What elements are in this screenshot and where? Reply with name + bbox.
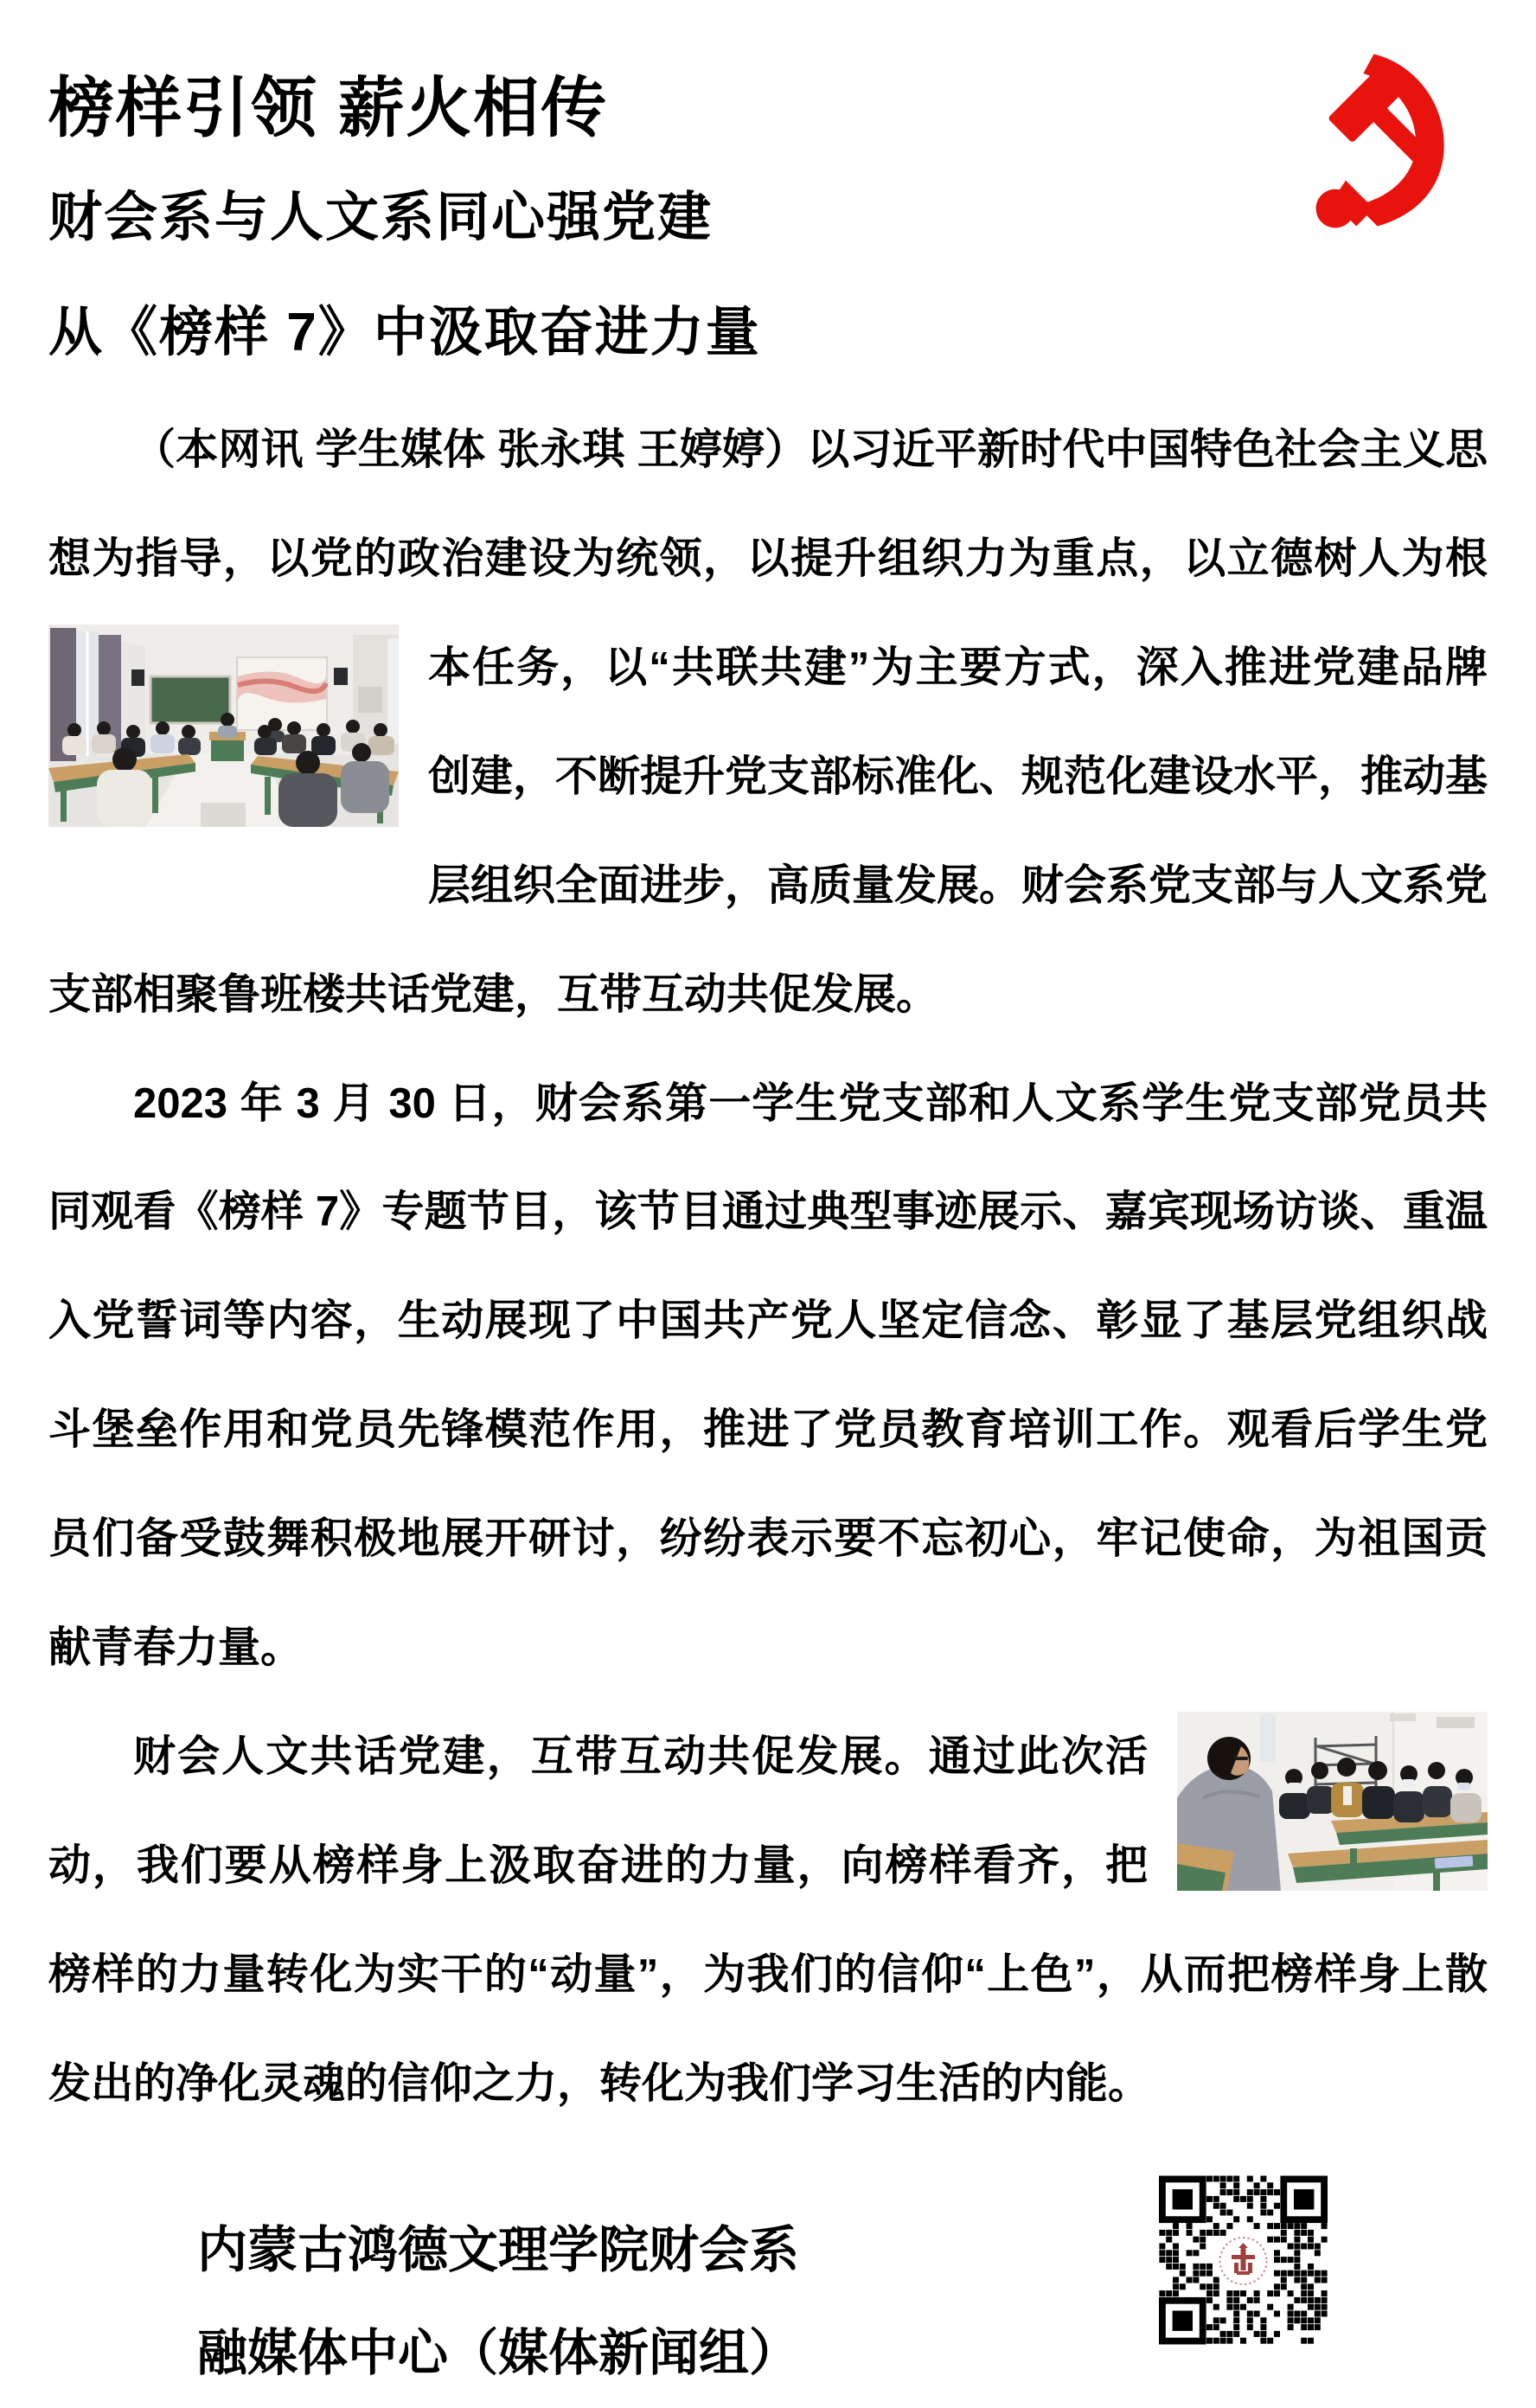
footer <box>48 2200 948 2405</box>
qr-code <box>1159 2174 1328 2347</box>
classroom-photo-1 <box>48 624 399 827</box>
footer-line-2: 融媒体中心（媒体新闻组） <box>196 2324 799 2381</box>
hammer-sickle-shape <box>1316 54 1457 228</box>
classroom-photo-2 <box>1177 1712 1488 1891</box>
cpc-emblem-icon <box>1286 50 1462 234</box>
paragraph-1-lead: （本网讯 学生媒体 张永琪 王婷婷）以习近平新时代中国特色社会主义思想为指导，以党的政治建设为统领，以提升组织力为重点，以立德树人为根本 <box>48 426 1488 691</box>
paragraph-2: 2023 年 3 月 30 日，财会系第一学生党支部和人文系学生党支部党员共同观看《榜样 7》专题节目，该节目通过典型事迹展示、嘉宾现场访谈、重温入党誓词等内容，生动展现了中国共产党人坚定信念、彰显了基层党组织战斗堡垒作用和党员先锋模范作用，推进了党员教育培训工作。观看后学生党员们备受鼓舞积极地展开研讨，纷纷表示要不忘初心，牢记使命，为祖国贡献青春力量。 <box>48 1079 1488 1672</box>
paragraph-1 <box>48 396 1488 1050</box>
paragraph-1-rest: 任务，以“共联共建”为主要方式，深入推进党建品牌创建，不断提升党支部标准化、规范化建设水平，推动基层组织全面进步，高质量发展。财会系党支部与人文系党支部相聚鲁班楼共话党建，互带互动共促发展。 <box>48 644 1488 1018</box>
paragraph-3 <box>48 1703 1488 2139</box>
main-title: 榜样引领 薪火相传 <box>48 72 609 145</box>
footer-line-1: 内蒙古鸿德文理学院财会系 <box>196 2221 799 2278</box>
sub-title-2: 从《榜样 7》中汲取奋进力量 <box>48 302 761 362</box>
sub-title-1: 财会系与人文系同心强党建 <box>48 188 714 248</box>
paragraph-3-text: 财会人文共话党建，互带互动共促发展。通过此次活动，我们要从榜样身上汲取奋进的力量，向榜样看齐，把榜样的力量转化为实干的“动量”，为我们的信仰“上色”，从而把榜样身上散发出的净化灵魂的信仰之力，转化为我们学习生活的内能。 <box>48 1733 1488 2107</box>
